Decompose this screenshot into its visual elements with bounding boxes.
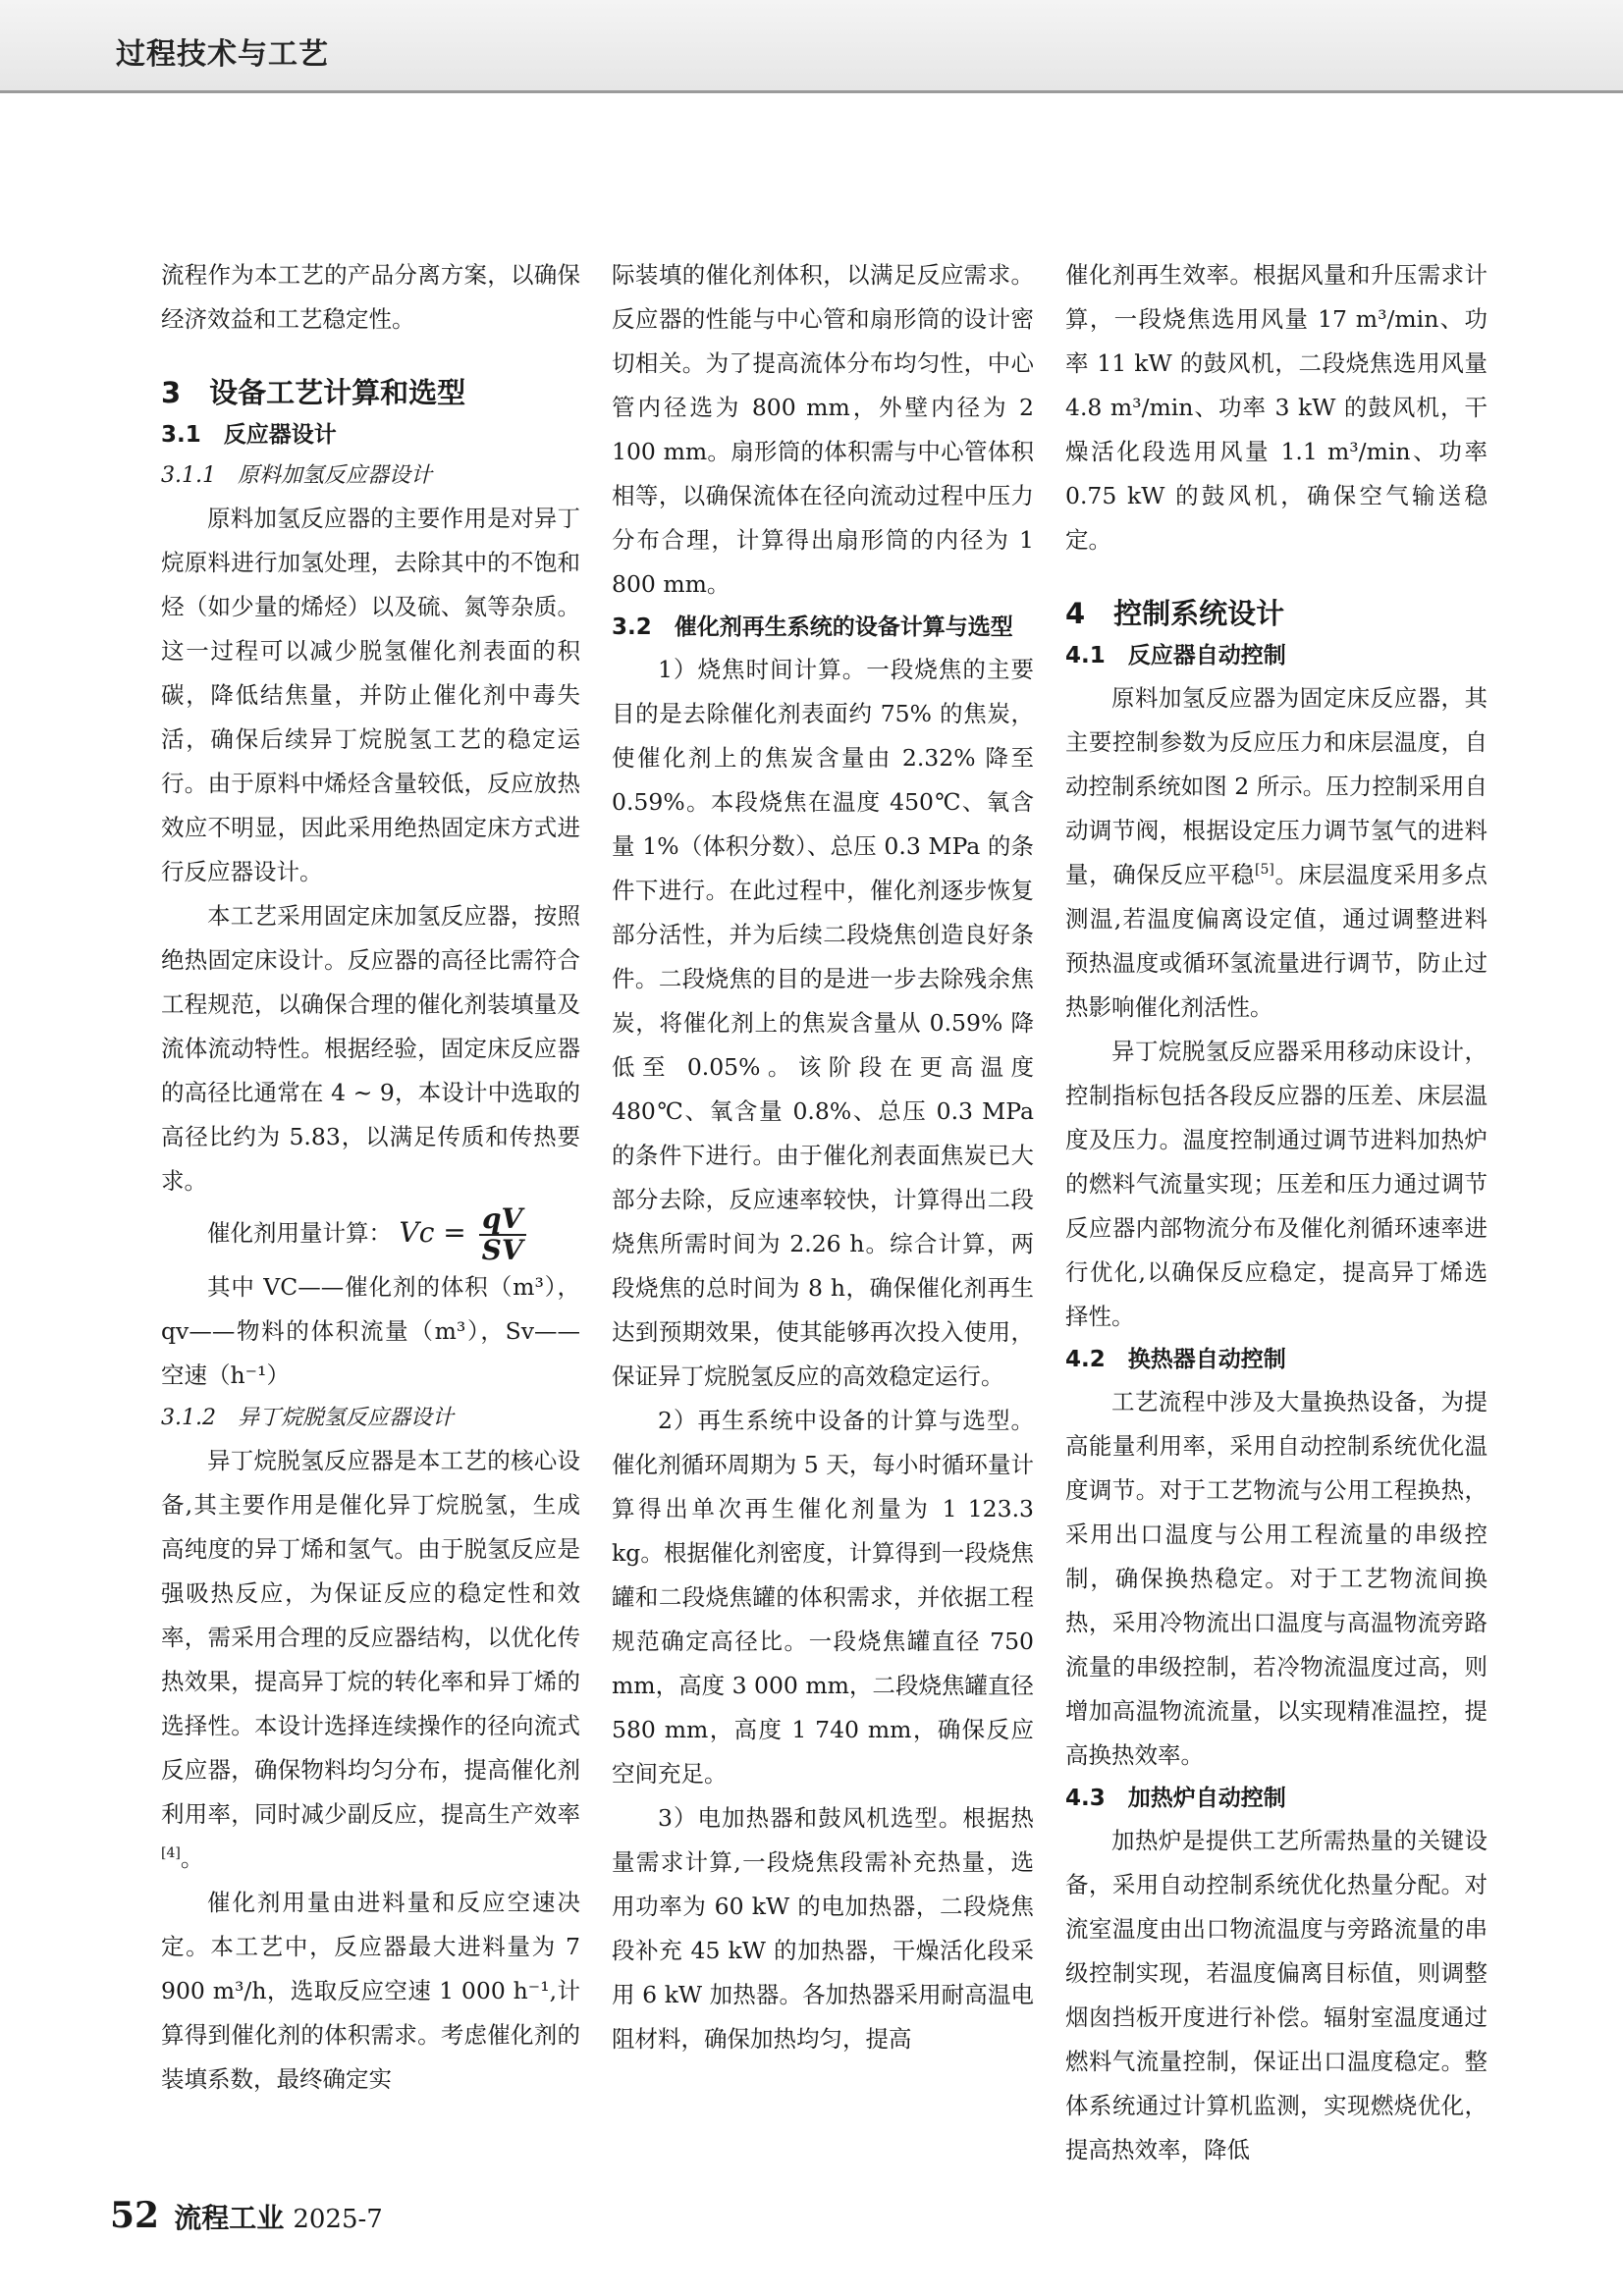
formula-label: 催化剂用量计算： [207,1219,392,1247]
text-column-3 [1065,253,1488,2172]
paragraph: 3）电加热器和鼓风机选型。根据热量需求计算,一段烧焦段需补充热量，选用功率为 60 kW 的电加热器，二段烧焦段补充 45 kW 的加热器，干燥活化段采用 6 kW 加热器。各加热器采用耐高温电阻材料，确保加热均匀，提高 [612,1804,1034,2053]
paragraph: 催化剂用量由进料量和反应空速决定。本工艺中，反应器最大进料量为 7 900 m³/h，选取反应空速 1 000 h⁻¹,计算得到催化剂的体积需求。考虑催化剂的装填系数，最终确定实 [161,1888,580,2093]
citation-ref: [5] [1255,862,1274,879]
paragraph: 本工艺采用固定床加氢反应器，按照绝热固定床设计。反应器的高径比需符合工程规范，以确保合理的催化剂装填量及流体流动特性。根据经验，固定床反应器的高径比通常在 4 ~ 9，本设计中选取的高径比约为 5.83，以满足传质和传热要求。 [161,902,580,1195]
paragraph: 际装填的催化剂体积，以满足反应需求。反应器的性能与中心管和扇形筒的设计密切相关。为了提高流体分布均匀性，中心管内径选为 800 mm，外壁内径为 2 100 mm。扇形筒的体积需与中心管体积相等，以确保流体在径向流动过程中压力分布合理，计算得出扇形筒的内径为 1 800 mm。 [612,261,1034,598]
paragraph-text: 原料加氢反应器为固定床反应器，其主要控制参数为反应压力和床层温度，自动控制系统如图 2 所示。压力控制采用自动调节阀，根据设定压力调节氢气的进料量，确保反应平稳 [1065,684,1488,888]
subsection-heading-4-2: 4.2 换热器自动控制 [1065,1347,1286,1372]
journal-issue: 2025-7 [293,2205,383,2234]
subsection-heading-3-1: 3.1 反应器设计 [161,422,337,448]
formula-numerator: qV [479,1204,526,1236]
paragraph: 2）再生系统中设备的计算与选型。催化剂循环周期为 5 天，每小时循环量计算得出单次再生催化剂量为 1 123.3 kg。根据催化剂密度，计算得到一段烧焦罐和二段烧焦罐的体积需求，并依据工程规范确定高径比。一段烧焦罐直径 750 mm，高度 3 000 mm，二段烧焦罐直径 580 mm，高度 1 740 mm，确保反应空间充足。 [612,1407,1034,1788]
page-footer [110,2195,383,2236]
paragraph: 加热炉是提供工艺所需热量的关键设备，采用自动控制系统优化热量分配。对流室温度由出口物流温度与旁路流量的串级控制实现，若温度偏离目标值，则调整烟囱挡板开度进行补偿。辐射室温度通过燃料气流量控制，保证出口温度稳定。整体系统通过计算机监测，实现燃烧优化，提高热效率，降低 [1065,1827,1488,2163]
paragraph-end: 。 [180,1843,204,1872]
paragraph [1065,676,1488,1030]
journal-name: 流程工业 [174,2202,285,2234]
subsection-heading-3-2: 3.2 催化剂再生系统的设备计算与选型 [612,614,1013,640]
citation-ref: [4] [161,1844,181,1861]
text-column-2 [612,253,1034,2061]
running-header-title: 过程技术与工艺 [116,37,329,72]
formula-definitions: 其中 VC——催化剂的体积（m³），qv——物料的体积流量（m³），Sv——空速（h⁻¹） [161,1272,580,1389]
page-number: 52 [110,2195,160,2236]
text-column-1 [161,253,580,2102]
paragraph: 流程作为本工艺的产品分离方案，以确保经济效益和工艺稳定性。 [161,261,580,333]
subsection-heading-4-3: 4.3 加热炉自动控制 [1065,1786,1286,1811]
paragraph: 原料加氢反应器的主要作用是对异丁烷原料进行加氢处理，去除其中的不饱和烃（如少量的烯烃）以及硫、氮等杂质。这一过程可以减少脱氢催化剂表面的积碳，降低结焦量，并防止催化剂中毒失活，确保后续异丁烷脱氢工艺的稳定运行。由于原料中烯烃含量较低，反应放热效应不明显，因此采用绝热固定床方式进行反应器设计。 [161,505,580,885]
paragraph [161,1439,580,1881]
paragraph-text: 异丁烷脱氢反应器是本工艺的核心设备,其主要作用是催化异丁烷脱氢，生成高纯度的异丁烯和氢气。由于脱氢反应是强吸热反应，为保证反应的稳定性和效率，需采用合理的反应器结构，以优化传热效果，提高异丁烷的转化率和异丁烯的选择性。本设计选择连续操作的径向流式反应器，确保物料均匀分布，提高催化剂利用率，同时减少副反应，提高生产效率 [161,1446,580,1828]
subsubsection-heading-3-1-2: 3.1.2 异丁烷脱氢反应器设计 [161,1405,454,1430]
subsubsection-heading-3-1-1: 3.1.1 原料加氢反应器设计 [161,463,432,488]
section-heading-3: 3 设备工艺计算和选型 [161,376,466,409]
formula-line [161,1203,580,1265]
section-heading-4: 4 控制系统设计 [1065,597,1285,630]
paragraph: 工艺流程中涉及大量换热设备，为提高能量利用率，采用自动控制系统优化温度调节。对于工艺物流与公用工程换热，采用出口温度与公用工程流量的串级控制，确保换热稳定。对于工艺物流间换热，采用冷物流出口温度与高温物流旁路流量的串级控制，若冷物流温度过高，则增加高温物流流量，以实现精准温控，提高换热效率。 [1065,1388,1488,1769]
paragraph: 催化剂再生效率。根据风量和升压需求计算，一段烧焦选用风量 17 m³/min、功率 11 kW 的鼓风机，二段烧焦选用风量 4.8 m³/min、功率 3 kW 的鼓风机，干燥活化段选用风量 1.1 m³/min、功率 0.75 kW 的鼓风机，确保空气输送稳定。 [1065,261,1488,554]
paragraph: 异丁烷脱氢反应器采用移动床设计，控制指标包括各段反应器的压差、床层温度及压力。温度控制通过调节进料加热炉的燃料气流量实现；压差和压力通过调节反应器内部物流分布及催化剂循环速率进行优化,以确保反应稳定，提高异丁烯选择性。 [1065,1038,1488,1330]
subsection-heading-4-1: 4.1 反应器自动控制 [1065,643,1286,668]
formula-denominator: SV [481,1233,523,1266]
formula-lhs: Vc = [399,1216,466,1250]
formula-fraction [479,1201,526,1266]
paragraph-end: 。床层温度采用多点测温,若温度偏离设定值，通过调整进料预热温度或循环氢流量进行调节，防止过热影响催化剂活性。 [1065,861,1488,1021]
paragraph: 1）烧焦时间计算。一段烧焦的主要目的是去除催化剂表面约 75% 的焦炭，使催化剂上的焦炭含量由 2.32% 降至 0.59%。本段烧焦在温度 450℃、氧含量 1%（体积分数）、总压 0.3 MPa 的条件下进行。在此过程中，催化剂逐步恢复部分活性，并为后续二段烧焦创造良好条件。二段烧焦的目的是进一步去除残余焦炭，将催化剂上的焦炭含量从 0.59% 降低至 0.05%。该阶段在更高温度 480℃、氧含量 0.8%、总压 0.3 MPa 的条件下进行。由于催化剂表面焦炭已大部分去除，反应速率较快，计算得出二段烧焦所需时间为 2.26 h。综合计算，两段烧焦的总时间为 8 h，确保催化剂再生达到预期效果，使其能够再次投入使用，保证异丁烷脱氢反应的高效稳定运行。 [612,656,1034,1390]
catalyst-volume-formula [399,1203,525,1265]
